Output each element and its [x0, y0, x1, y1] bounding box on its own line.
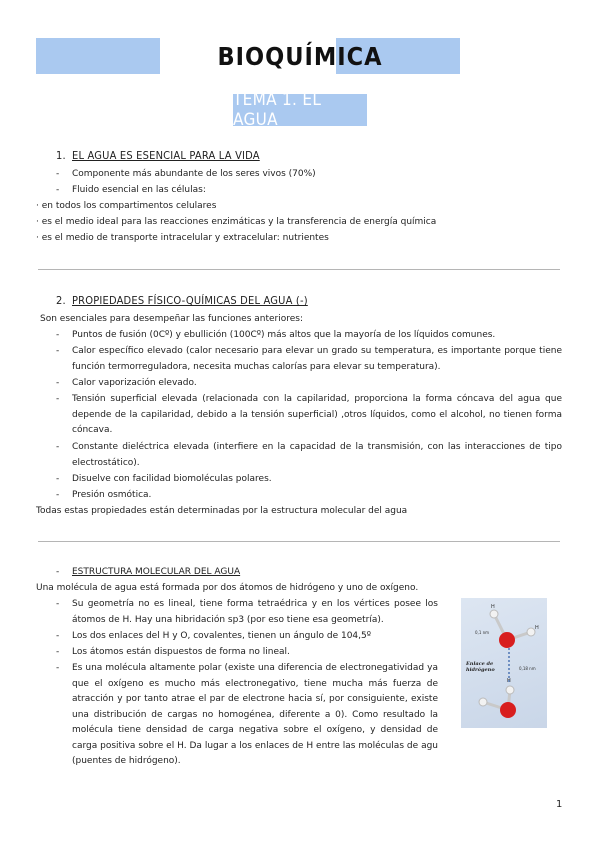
bullet-dash: -: [56, 474, 60, 484]
section1-sub-item-3: · es el medio de transporte intracelular y extracelular: nutrientes: [36, 233, 329, 243]
figure-label-line2: hidrógeno: [466, 667, 495, 673]
page-title: BIOQUÍMICA: [217, 41, 383, 71]
hydrogen-atom: [527, 628, 535, 636]
section1-sub-item-1: · en todos los compartimentos celulares: [36, 201, 217, 211]
section2-bullet-5: Constante dieléctrica elevada (interfiere en la capacidad de la transmisión, con las interacciones de tipo electrostático).: [72, 442, 562, 468]
section2-intro: Son esenciales para desempeñar las funciones anteriores:: [40, 314, 304, 324]
divider: [38, 269, 560, 270]
hydrogen-atom: [479, 698, 487, 706]
section1-bullet-2: Fluido esencial en las células:: [72, 185, 206, 195]
section2-bullet-4: Tensión superficial elevada (relacionada con la capilaridad, proporciona la forma cóncava del agua que depende de la capilaridad, debido a la tensión superficial) ,otros líquidos, como el alcohol, no tienen forma cóncava.: [72, 394, 562, 435]
atom-label-h: H: [507, 678, 511, 684]
bullet-dash: -: [56, 378, 60, 388]
divider: [38, 541, 560, 542]
atom-label-h: H: [491, 604, 495, 610]
hydrogen-atom: [506, 686, 514, 694]
section1-heading: EL AGUA ES ESENCIAL PARA LA VIDA: [72, 149, 260, 162]
bullet-dash: -: [56, 490, 60, 500]
distance-label-hbond: 0,18 nm: [519, 666, 536, 671]
bullet-dash: -: [56, 647, 60, 657]
section3-bullet-1: Su geometría no es lineal, tiene forma tetraédrica y en los vértices posee los átomos de H. Hay una hibridación sp3 (por eso tiene esa geometría).: [72, 599, 438, 625]
section1-sub-item-2: · es el medio ideal para las reacciones enzimáticas y la transferencia de energía química: [36, 217, 437, 227]
section2-bullet-3: Calor vaporización elevado.: [72, 378, 197, 388]
distance-label-covalent: 0,1 nm: [475, 630, 490, 635]
section2-closing: Todas estas propiedades están determinadas por la estructura molecular del agua: [36, 506, 408, 516]
section2-bullet-6: Disuelve con facilidad biomoléculas polares.: [72, 474, 272, 484]
section2-bullet-1: Puntos de fusión (0Cº) y ebullición (100Cº) más altos que la mayoría de los líquidos comunes.: [72, 330, 496, 340]
bullet-dash: -: [56, 567, 60, 577]
bullet-dash: -: [56, 599, 60, 609]
section3-bullet-4: Es una molécula altamente polar (existe una diferencia de electronegatividad ya que el oxígeno es mucho más electronegativo, tiene mucha más fuerza de atracción y por tanto atrae el par de electrone hacia sí, por consiguiente, existe una distribución de cargas no homogénea, diferente a 0). Como resultado la molécula tiene densidad de carga negativa sobre el oxígeno, y densidad de carga positiva sobre el H. Da lugar a los enlaces de H entre las moléculas de agu (puentes de hidrógeno).: [72, 663, 438, 766]
bullet-dash: -: [56, 631, 60, 641]
water-molecule-diagram: [461, 598, 547, 728]
bullet-dash: -: [56, 169, 60, 179]
section2-bullet-7: Presión osmótica.: [72, 490, 152, 500]
atom-label-h: H: [535, 625, 539, 631]
section3-intro: Una molécula de agua está formada por dos átomos de hidrógeno y uno de oxígeno.: [36, 583, 419, 593]
bullet-dash: -: [56, 394, 60, 404]
bullet-dash: -: [56, 346, 60, 356]
bullet-dash: -: [56, 330, 60, 340]
section2-heading: PROPIEDADES FÍSICO-QUÍMICAS DEL AGUA (-): [72, 294, 308, 307]
hydrogen-atom: [490, 610, 498, 618]
section2-number: 2.: [56, 294, 66, 307]
bullet-dash: -: [56, 442, 60, 452]
section2-bullet-2: Calor específico elevado (calor necesario para elevar un grado su temperatura, es importante porque tiene función termorreguladora, necesita muchas calorías para elevar su temperatura).: [72, 346, 562, 372]
bullet-dash: -: [56, 185, 60, 195]
oxygen-atom: [500, 702, 516, 718]
section1-number: 1.: [56, 149, 66, 162]
figure-label-line1: Enlace de: [466, 661, 494, 667]
section1-bullet-1: Componente más abundante de los seres vivos (70%): [72, 169, 316, 179]
topic-title: TEMA 1. EL AGUA: [233, 94, 367, 126]
section3-bullet-2: Los dos enlaces del H y O, covalentes, tienen un ángulo de 104,5º: [72, 631, 371, 641]
section3-bullet-3: Los átomos están dispuestos de forma no lineal.: [72, 647, 290, 657]
oxygen-atom: [499, 632, 515, 648]
section3-heading: ESTRUCTURA MOLECULAR DEL AGUA: [72, 567, 241, 577]
bullet-dash: -: [56, 663, 60, 673]
header-band-left: [36, 38, 160, 74]
water-molecule-figure: [461, 598, 547, 728]
page-number: 1: [556, 799, 563, 810]
